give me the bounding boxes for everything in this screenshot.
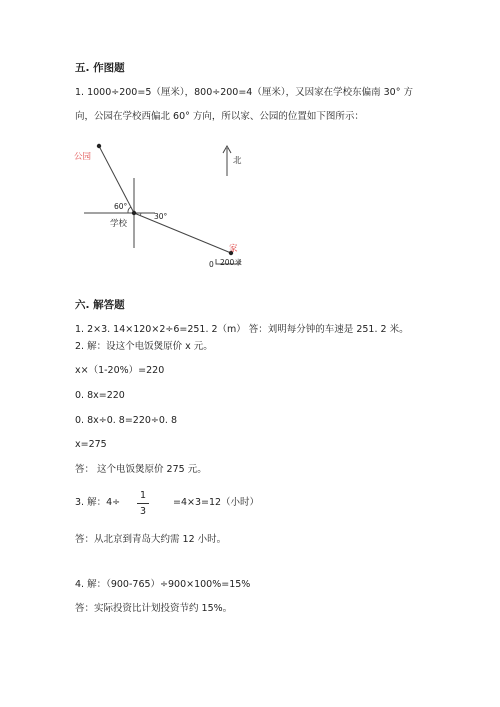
answer-2-equation-3: 0. 8x÷0. 8=220÷0. 8 xyxy=(75,415,178,426)
scale-zero-label: 0 xyxy=(209,260,214,269)
answer-3-conclusion: 答：从北京到青岛大约需 12 小时。 xyxy=(75,534,227,545)
answer-2-intro: 2. 解：设这个电饭煲原价 x 元。 xyxy=(75,341,213,352)
scale-distance-label: 200米 xyxy=(220,258,242,267)
school-to-home-line xyxy=(134,213,231,253)
section-5-title: 五. 作图题 xyxy=(75,62,125,74)
park-label: 公园 xyxy=(74,152,92,162)
answer-3-suffix: =4×3=12（小时） xyxy=(173,497,260,508)
answer-4-conclusion: 答：实际投资比计划投资节约 15%。 xyxy=(75,603,233,614)
answer-3-prefix: 3. 解：4÷ xyxy=(75,497,121,508)
answer-2-equation-1: x×（1-20%）=220 xyxy=(75,365,165,376)
school-point xyxy=(132,211,136,215)
answer-3-fraction xyxy=(137,490,149,518)
q1-text-line-1: 1. 1000÷200=5（厘米），800÷200=4（厘米），又因家在学校东偏南 30° 方 xyxy=(75,87,413,98)
home-label: 家 xyxy=(229,244,238,254)
answer-2-equation-2: 0. 8x=220 xyxy=(75,390,125,401)
answer-1-line: 1. 2×3. 14×120×2÷6=251. 2（m） 答：刘明每分钟的车速是 251. 2 米。 xyxy=(75,324,409,335)
direction-diagram xyxy=(70,138,270,278)
fraction-denominator: 3 xyxy=(139,506,147,518)
fraction-numerator: 1 xyxy=(139,490,147,501)
q1-text-line-2: 向，公园在学校西偏北 60° 方向，所以家、公园的位置如下图所示： xyxy=(75,111,364,122)
angle-60-arc xyxy=(128,207,131,213)
fraction-bar xyxy=(137,503,149,504)
park-point xyxy=(97,144,101,148)
answer-2-equation-4: x=275 xyxy=(75,439,107,450)
school-label: 学校 xyxy=(110,219,128,229)
angle-30-label: 30° xyxy=(154,212,168,221)
answer-4-line: 4. 解：（900-765）÷900×100%=15% xyxy=(75,579,251,590)
angle-60-label: 60° xyxy=(114,202,128,211)
north-label: 北 xyxy=(233,156,242,166)
answer-2-conclusion: 答： 这个电饭煲原价 275 元。 xyxy=(75,464,207,475)
section-6-title: 六. 解答题 xyxy=(75,299,125,311)
